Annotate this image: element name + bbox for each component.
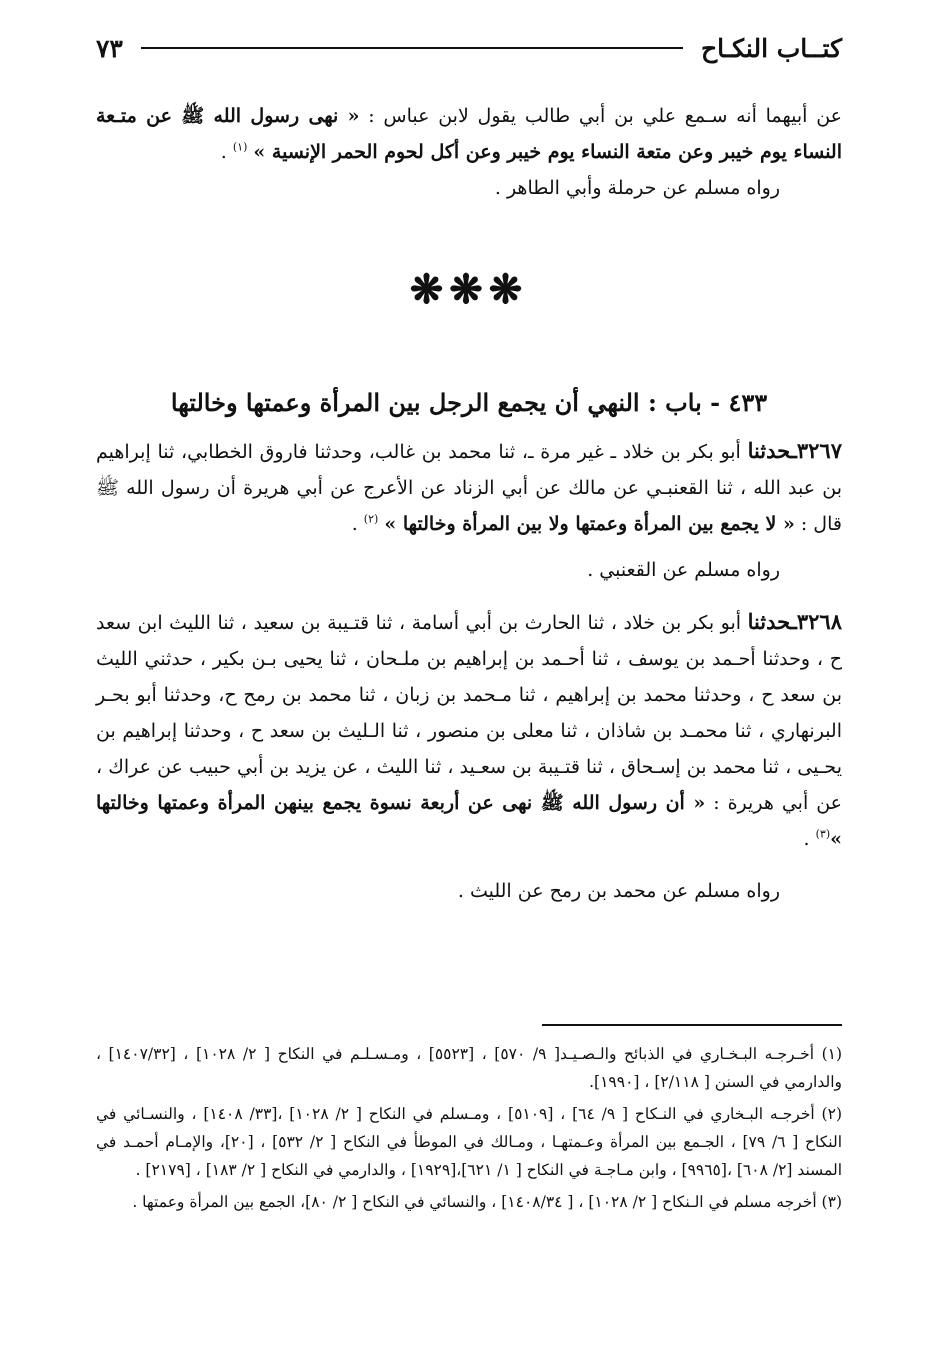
footnote-ref-2[interactable]: (٢) [363,512,379,526]
intro-riwaya: رواه مسلم عن حرملة وأبي الطاهر . [494,177,780,199]
hadith-number-3268: ٣٢٦٨ـحدثنا [747,609,842,634]
footnote-1: (١) أخـرجـه البـخـاري في الذبائح والـصـيـد[ ٩/ ٥٧٠] ، [٥٥٢٣] ، ومـسـلـم في النكاح [ ٢/ ١٠٢٨] ، [١٤٠٧/٣٢] ، والدارمي في السنن [ ٢/١١٨] ، [١٩٩٠]. [96,1045,843,1091]
book-title: كتــاب النكـاح [701,33,842,63]
hadith-3268: ٣٢٦٨ـحدثنا أبو بكر بن خلاد ، ثنا الحارث بن أبي أسامة ، ثنا قتـيبة بن سعيد ، ثنا الليث ابن سعد ح ، وحدثنا أحـمد بن يوسف ، ثنا أحـمد بن إبراهيم بن ملـحان ، ثنا يحيى بـن بكير ، حدثني الليث بن سعد ح ، وحدثنا محمد بن إبراهيم ، ثنا مـحمد بن زبان ، ثنا محمد بن رمح ح، وحدثنا أبو بحـر البرنهاري ، ثنا محمـد بن شاذان ، ثنا معلى بن منصور ، ثنا الـليث بن سعد ح ، وحدثنا إبراهيم بن يحـيى ، ثنا محمد بن إسـحاق ، ثنا قتـيبة بن سعـيد ، ثنا الليث ، عن يزيد بن أبي حبيب عن عراك ، عن أبي هريرة : « أن رسول الله ﷺ نهى عن أربعة نسوة يجمع بينهن المرأة وعمتها وخالتها »$^{(٣)}$ . [96,609,842,850]
intro-hadith: « نهى رسول الله ﷺ عن متـعة النساء يوم خيبر وعن متعة النساء يوم خيبر وعن أكل لحوم الحمر الإنسية » [96,105,842,163]
footnote-ref-1[interactable]: (١) [232,140,248,154]
riwaya-3267: رواه مسلم عن القعنبي . [587,559,780,581]
header-rule [141,47,683,49]
chapter-heading: ٤٣٣ - باب : النهي أن يجمع الرجل بين المرأة وعمتها وخالتها [170,388,768,417]
page-body [96,98,842,909]
matn-3268: « أن رسول الله ﷺ نهى عن أربعة نسوة يجمع بينهن المرأة وعمتها وخالتها » [96,792,842,850]
isnad-3267: أبو بكر بن خلاد ـ غير مرة ـ، ثنا محمد بن غالب، وحدثنا فاروق الخطابي، ثنا إبراهيم بن عبد الله ، ثنا القعنبـي عن مالك عن أبي الزناد عن الأعرج عن أبي هريرة أن رسول الله ﷺ قال : [96,441,842,535]
hadith-3267: ٣٢٦٧ـحدثنا أبو بكر بن خلاد ـ غير مرة ـ، ثنا محمد بن غالب، وحدثنا فاروق الخطابي، ثنا إبراهيم بن عبد الله ، ثنا القعنبـي عن مالك عن أبي الزناد عن الأعرج عن أبي هريرة أن رسول الله ﷺ قال : « لا يجمع بين المرأة وعمتها ولا بين المرأة وخالتها » $^{(٢)}$ . [96,438,842,535]
footnotes [96,1040,842,1220]
page-number: ٧٣ [96,33,123,63]
riwaya-3268: رواه مسلم عن محمد بن رمح عن الليث . [457,880,780,902]
intro-paragraph: عن أبيهما أنه سـمع علي بن أبي طالب يقول لابن عباس : « نهى رسول الله ﷺ عن متـعة النساء يوم خيبر وعن متعة النساء يوم خيبر وعن أكل لحوم الحمر الإنسية » $^{(١)}$ . [96,105,842,163]
footnote-ref-3[interactable]: (٣) [815,827,831,841]
footnote-3: (٣) أخرجه مسلم في الـنكاح [ ٢/ ١٠٢٨] ، [ ١٤٠٨/٣٤] ، والنسائي في النكاح [ ٢/ ٨٠]، الجمع بين المرأة وعمتها . [132,1193,842,1211]
footnote-separator [542,1024,842,1026]
footnote-2: (٢) أخرجـه البـخاري في النـكاح [ ٩/ ٦٤] ، [٥١٠٩] ، ومـسلم في النكاح [ ٢/ ١٠٢٨] ،[٣٣/ ١٤٠٨] ، والنسـائي في النكاح [ ٦/ ٧٩] ، الجـمع بين المرأة وعـمتهـا ، ومـالك في الموطأ في النكاح [ ٢/ ٥٣٢] ، [٢٠]، والإمـام أحمـد في المسند [٢/ ٦٠٨] ،[٩٩٦٥] ، وابن مـاجـة في النكاح [ ١/ ٦٢١]،[١٩٢٩] ، والدارمي في النكاح [ ٢/ ١٨٣] ، [٢١٧٩] . [96,1105,843,1179]
page-header [96,28,842,68]
isnad-3268: أبو بكر بن خلاد ، ثنا الحارث بن أبي أسامة ، ثنا قتـيبة بن سعيد ، ثنا الليث ابن سعد ح ، وحدثنا أحـمد بن يوسف ، ثنا أحـمد بن إبراهيم بن ملـحان ، ثنا يحيى بـن بكير ، حدثني الليث بن سعد ح ، وحدثنا محمد بن إبراهيم ، ثنا مـحمد بن زبان ، ثنا محمد بن رمح ح، وحدثنا أبو بحـر البرنهاري ، ثنا محمـد بن شاذان ، ثنا معلى بن منصور ، ثنا الـليث بن سعد ح ، وحدثنا إبراهيم بن يحـيى ، ثنا محمد بن إسـحاق ، ثنا قتـيبة بن سعـيد ، ثنا الليث ، عن يزيد بن أبي حبيب عن عراك ، عن أبي هريرة : [96,612,842,814]
intro-text: عن أبيهما أنه سـمع علي بن أبي طالب يقول لابن عباس : [359,105,842,127]
section-separator-stars: ❋❋❋ [409,266,529,313]
matn-3267: « لا يجمع بين المرأة وعمتها ولا بين المرأة وخالتها » [384,513,795,535]
hadith-number-3267: ٣٢٦٧ـحدثنا [747,438,842,463]
